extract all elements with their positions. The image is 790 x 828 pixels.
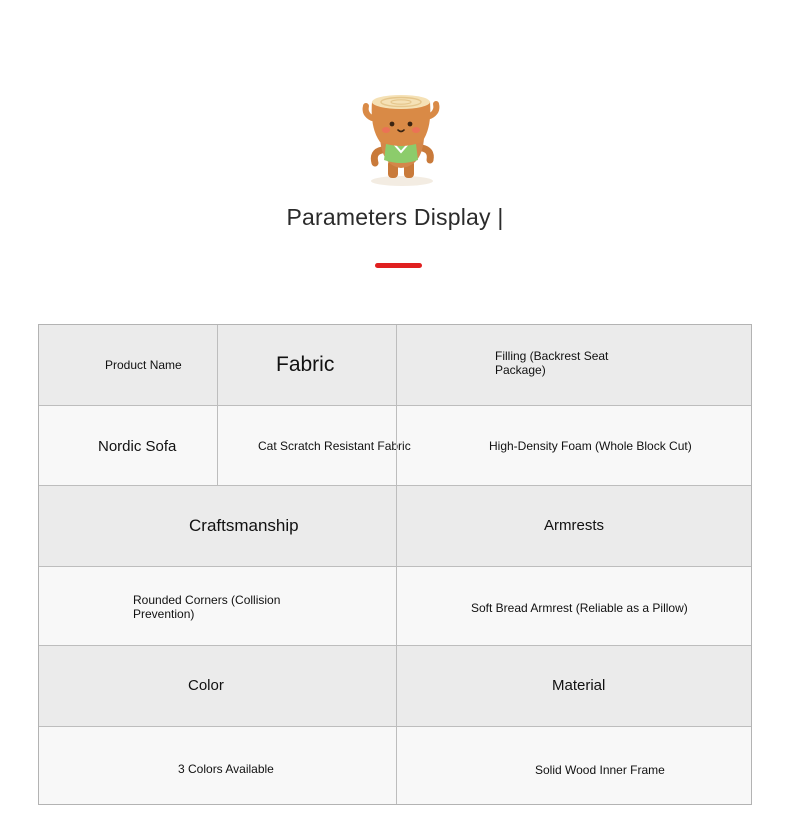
param-label-fabric: Fabric [276,353,335,376]
table-row [39,645,751,726]
table-row [39,325,751,405]
table-cell [396,486,751,566]
param-value-color: 3 Colors Available [178,762,274,776]
table-cell [39,567,396,645]
table-cell [396,646,751,726]
param-label-color: Color [188,677,224,694]
table-cell [217,325,396,405]
param-value-craftsmanship: Rounded Corners (Collision Prevention) [133,593,281,621]
table-cell [39,646,396,726]
table-cell [396,325,751,405]
param-label-armrests: Armrests [544,517,604,534]
page-title: Parameters Display | [286,204,504,230]
param-label-craftsmanship: Craftsmanship [189,516,299,535]
table-row [39,485,751,566]
param-label-filling: Filling (Backrest Seat Package) [495,349,609,377]
parameters-table [38,324,752,805]
table-cell [396,567,751,645]
param-value-material: Solid Wood Inner Frame [535,763,665,777]
table-row [39,405,751,485]
param-value-armrests: Soft Bread Armrest (Reliable as a Pillow) [471,601,688,615]
param-value-filling: High-Density Foam (Whole Block Cut) [489,439,692,453]
param-value-fabric: Cat Scratch Resistant Fabric [258,439,411,453]
param-label-product-name: Product Name [105,358,182,372]
tree-stump-mascot-icon [360,88,444,188]
table-cell [396,406,751,485]
table-row [39,566,751,645]
title-underline [375,263,422,268]
param-label-material: Material [552,677,606,694]
table-cell [217,406,411,485]
table-cell [39,486,396,566]
table-cell [396,727,751,804]
param-value-product-name: Nordic Sofa [98,438,177,455]
table-cell [39,727,396,804]
table-cell [39,325,217,405]
table-row [39,726,751,804]
table-cell [39,406,217,485]
